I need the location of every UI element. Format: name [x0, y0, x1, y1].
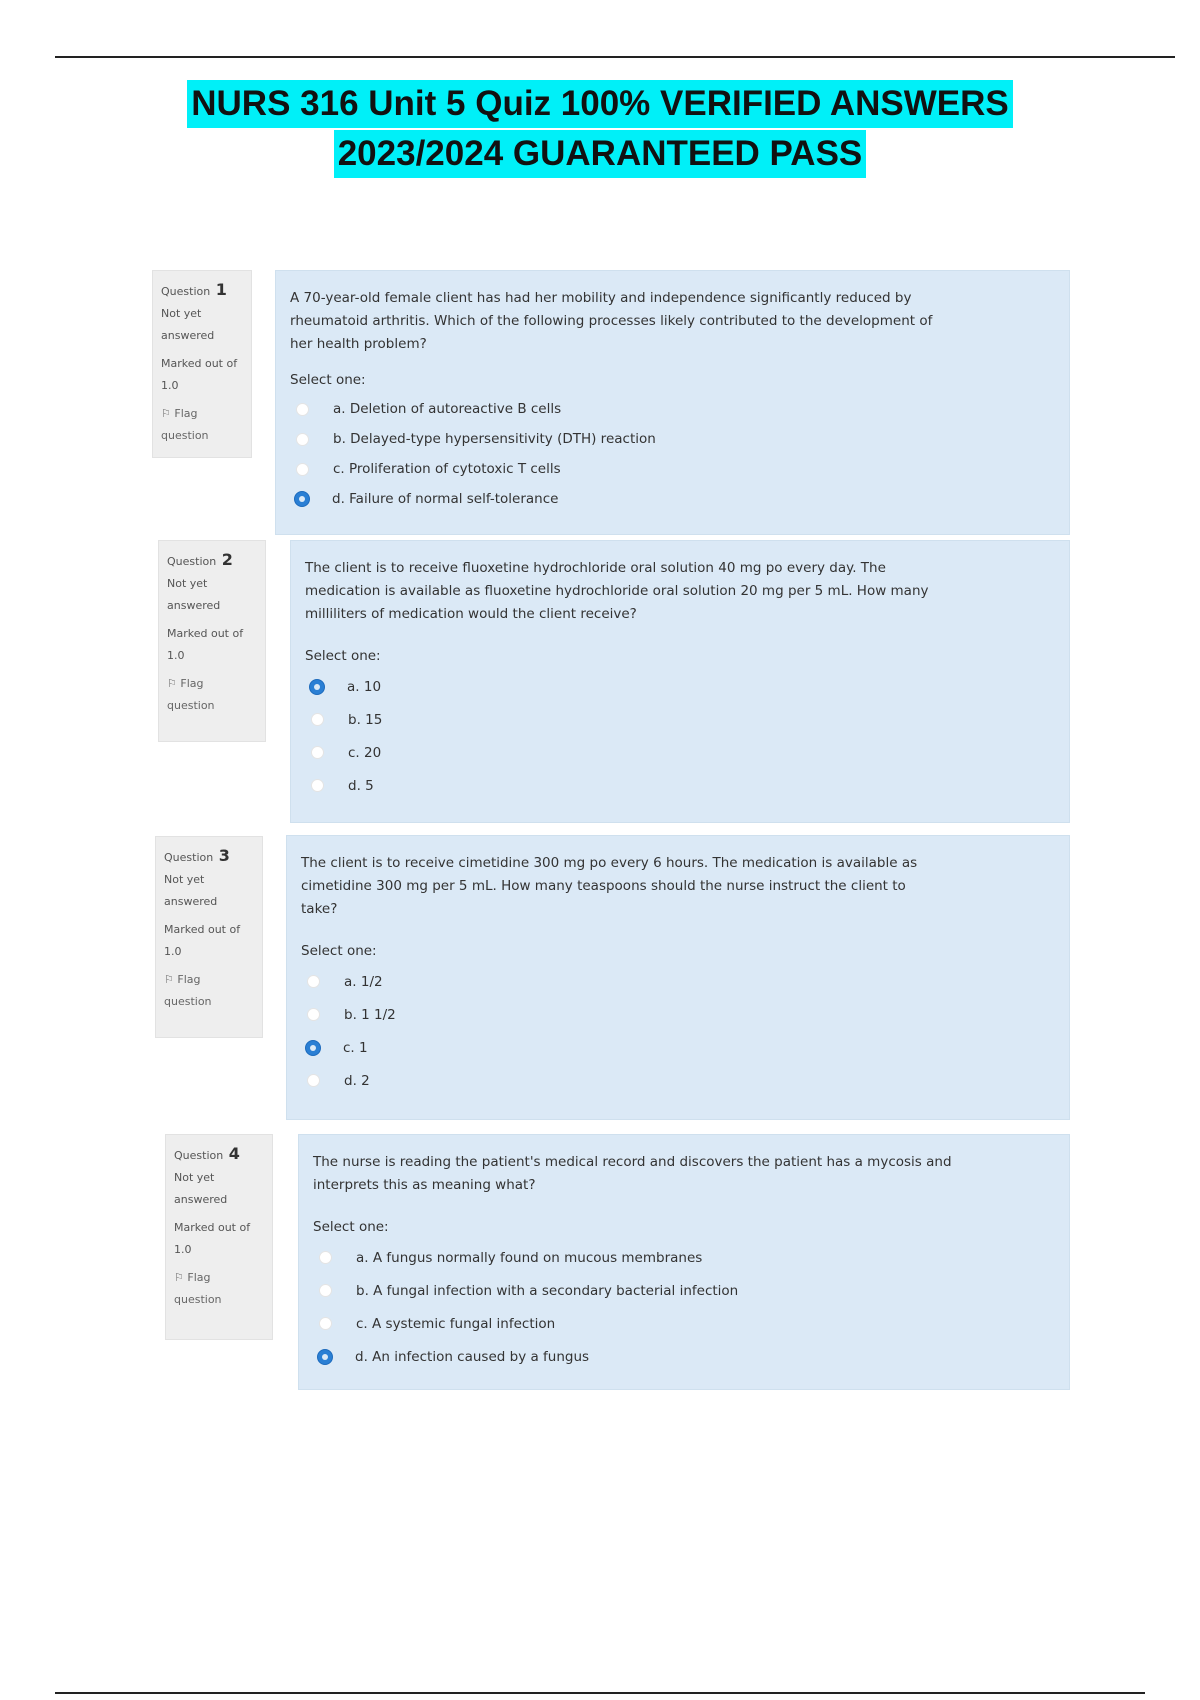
answer-option[interactable]: c. A systemic fungal infection — [313, 1307, 1055, 1340]
question-text: The nurse is reading the patient's medical record and discovers the patient has a mycosis and interprets this as meaning what? — [313, 1154, 952, 1193]
radio-button[interactable] — [311, 779, 324, 792]
question-label: Question — [161, 285, 211, 298]
radio-button[interactable] — [311, 746, 324, 759]
radio-button[interactable] — [319, 1251, 332, 1264]
question-info-2: Question 2 Not yet answered Marked out of 1.0 ⚐ Flag question — [158, 540, 266, 742]
flag-icon: ⚐ — [161, 407, 171, 420]
answer-option[interactable]: b. 15 — [305, 703, 1055, 736]
radio-button-selected[interactable] — [305, 1040, 321, 1056]
radio-button[interactable] — [307, 1008, 320, 1021]
question-panel-2: The client is to receive fluoxetine hydrochloride oral solution 40 mg po every day. The medication is available as fluoxetine hydrochloride oral solution 20 mg per 5 mL. How many milliliters of medication would the client receive? Select one: a. 10 b. 15 c. 20 d. 5 — [290, 540, 1070, 823]
radio-button[interactable] — [319, 1317, 332, 1330]
answer-option[interactable]: a. 1/2 — [301, 965, 1055, 998]
radio-button[interactable] — [296, 433, 309, 446]
question-panel-4: The nurse is reading the patient's medical record and discovers the patient has a mycosis and interprets this as meaning what? Select one: a. A fungus normally found on mucous membranes b. A fungal infection with a secondary bacterial infection c. A systemic fungal infection d. An infection caused by a fungus — [298, 1134, 1070, 1390]
top-rule — [55, 56, 1175, 58]
answer-option[interactable]: b. Delayed-type hypersensitivity (DTH) reaction — [290, 424, 1055, 454]
radio-button[interactable] — [296, 403, 309, 416]
flag-icon: ⚐ — [164, 973, 174, 986]
question-info-3: Question 3 Not yet answered Marked out of 1.0 ⚐ Flag question — [155, 836, 263, 1038]
radio-button[interactable] — [307, 975, 320, 988]
question-number: 1 — [215, 280, 227, 299]
flag-question-link[interactable]: ⚐ Flag question — [167, 677, 215, 712]
answer-option-selected[interactable]: c. 1 — [301, 1031, 1055, 1064]
radio-button[interactable] — [307, 1074, 320, 1087]
question-marks: Marked out of 1.0 — [161, 357, 238, 392]
question-text: The client is to receive cimetidine 300 mg po every 6 hours. The medication is available as cimetidine 300 mg per 5 mL. How many teaspoons should the nurse instruct the client to take? — [301, 855, 918, 917]
answer-option[interactable]: b. 1 1/2 — [301, 998, 1055, 1031]
radio-button-selected[interactable] — [309, 679, 325, 695]
flag-question-link[interactable]: ⚐ Flag question — [164, 973, 212, 1008]
question-text: The client is to receive fluoxetine hydrochloride oral solution 40 mg po every day. The medication is available as fluoxetine hydrochloride oral solution 20 mg per 5 mL. How many milliliters of medication would the client receive? — [305, 560, 929, 622]
bottom-rule — [55, 1692, 1145, 1694]
answer-option[interactable]: a. Deletion of autoreactive B cells — [290, 394, 1055, 424]
question-text: A 70-year-old female client has had her mobility and independence significantly reduced by rheumatoid arthritis. Which of the following processes likely contributed to the development of her health problem? — [290, 290, 933, 352]
answer-option-selected[interactable]: d. An infection caused by a fungus — [313, 1340, 1055, 1373]
radio-button-selected[interactable] — [317, 1349, 333, 1365]
title-line-1: NURS 316 Unit 5 Quiz 100% VERIFIED ANSWERS — [187, 80, 1013, 128]
radio-button-selected[interactable] — [294, 491, 310, 507]
answer-option[interactable]: d. 5 — [305, 769, 1055, 802]
radio-button[interactable] — [296, 463, 309, 476]
flag-icon: ⚐ — [167, 677, 177, 690]
answer-option[interactable]: c. 20 — [305, 736, 1055, 769]
question-panel-1 — [275, 270, 1070, 535]
select-one-label: Select one: — [290, 372, 366, 388]
answer-option[interactable]: b. A fungal infection with a secondary bacterial infection — [313, 1274, 1055, 1307]
question-info-4: Question 4 Not yet answered Marked out of 1.0 ⚐ Flag question — [165, 1134, 273, 1340]
question-info-1 — [152, 270, 252, 458]
document-title — [0, 80, 1200, 180]
answer-option[interactable]: a. A fungus normally found on mucous membranes — [313, 1241, 1055, 1274]
answer-option[interactable]: d. 2 — [301, 1064, 1055, 1097]
answer-option[interactable]: c. Proliferation of cytotoxic T cells — [290, 454, 1055, 484]
radio-button[interactable] — [311, 713, 324, 726]
answer-option-selected[interactable]: a. 10 — [305, 670, 1055, 703]
radio-button[interactable] — [319, 1284, 332, 1297]
question-status: Not yet answered — [161, 307, 215, 342]
answer-option-selected[interactable]: d. Failure of normal self-tolerance — [290, 484, 1055, 514]
flag-question-link[interactable]: ⚐ Flag question — [161, 407, 209, 442]
title-line-2: 2023/2024 GUARANTEED PASS — [334, 130, 867, 178]
flag-question-link[interactable]: ⚐ Flag question — [174, 1271, 222, 1306]
question-panel-3: The client is to receive cimetidine 300 mg po every 6 hours. The medication is available as cimetidine 300 mg per 5 mL. How many teaspoons should the nurse instruct the client to take? Select one: a. 1/2 b. 1 1/2 c. 1 d. 2 — [286, 835, 1070, 1120]
flag-icon: ⚐ — [174, 1271, 184, 1284]
